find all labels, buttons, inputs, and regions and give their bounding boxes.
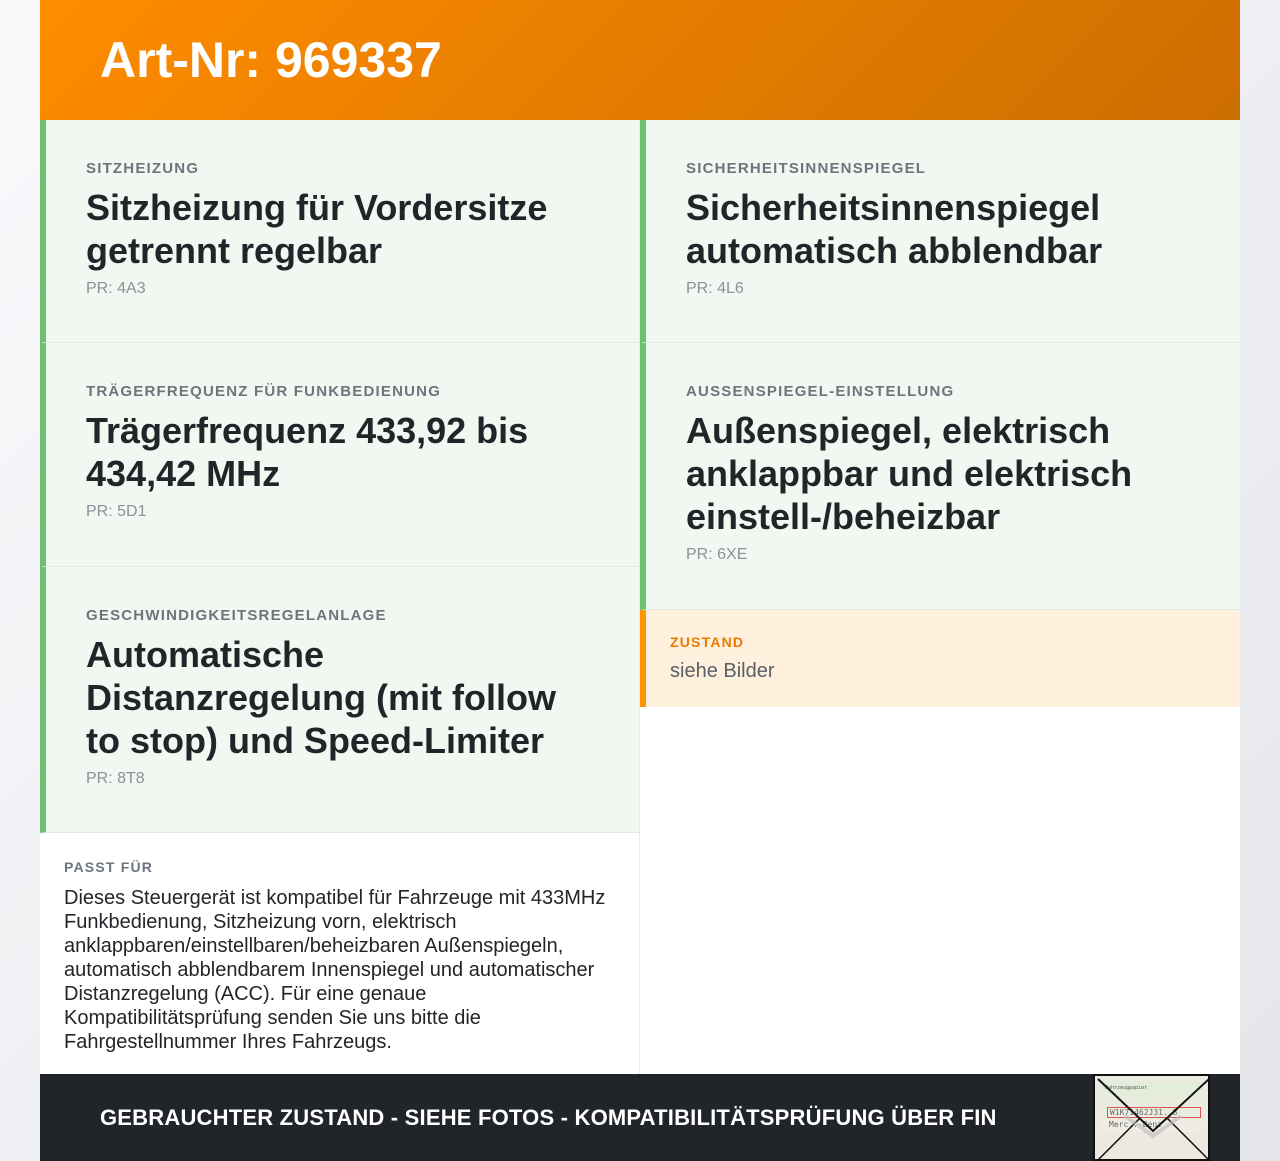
- left-column: [40, 120, 640, 1074]
- condition-box: [640, 610, 1240, 707]
- feature-label: SICHERHEITSINNENSPIEGEL: [686, 160, 927, 177]
- feature-pr-code: PR: 4A3: [86, 280, 146, 297]
- header-banner: [40, 0, 1240, 120]
- footer-bar: [40, 1074, 1240, 1161]
- product-sheet: [40, 0, 1240, 1161]
- feature-value: Sicherheitsinnenspiegel automatisch abblendbar: [686, 187, 1103, 271]
- condition-value: siehe Bilder: [670, 660, 775, 682]
- feature-grid: [40, 120, 1240, 1074]
- feature-card-traegerfrequenz: [40, 343, 639, 567]
- condition-label: ZUSTAND: [670, 634, 745, 650]
- feature-label: SITZHEIZUNG: [86, 160, 200, 177]
- feature-pr-code: PR: 4L6: [686, 280, 744, 297]
- feature-value: Trägerfrequenz 433,92 bis 434,42 MHz: [86, 410, 529, 494]
- feature-value: Automatische Distanzregelung (mit follow to stop) und Speed-Limiter: [86, 634, 557, 761]
- feature-card-sicherheitsinnenspiegel: [640, 120, 1240, 343]
- feature-pr-code: PR: 5D1: [86, 503, 147, 520]
- feature-label: AUSSENSPIEGEL-EINSTELLUNG: [686, 383, 955, 400]
- compatibility-section: [40, 833, 639, 1054]
- right-column: [640, 120, 1240, 1074]
- document-title: Fahrzeugpapier: [1105, 1085, 1148, 1091]
- footer-notice: GEBRAUCHTER ZUSTAND - SIEHE FOTOS - KOMPATIBILITÄTSPRÜFUNG ÜBER FIN: [100, 1104, 997, 1130]
- feature-card-geschwindigkeitsregelanlage: [40, 567, 639, 833]
- feature-pr-code: PR: 6XE: [686, 546, 748, 563]
- feature-label: GESCHWINDIGKEITSREGELANLAGE: [86, 607, 387, 624]
- vin-envelope-image: [1093, 1074, 1210, 1161]
- feature-pr-code: PR: 8T8: [86, 770, 145, 787]
- feature-value: Sitzheizung für Vordersitze getrennt regelbar: [86, 187, 548, 271]
- compatibility-text: Dieses Steuergerät ist kompatibel für Fahrzeuge mit 433MHz Funkbedienung, Sitzheizung vorn, elektrisch anklappbaren/einstellbaren/beheizbaren Außenspiegeln, automatisch abblendbarem Innenspiegel und automatischer Distanzregelung (ACC). Für eine genaue Kompatibilitätsprüfung senden Sie uns bitte die Fahrgestellnummer Ihres Fahrzeugs.: [64, 887, 606, 1053]
- feature-card-aussenspiegel: [640, 343, 1240, 610]
- vin-highlight: W1K71462J31..8: [1107, 1107, 1201, 1118]
- feature-value: Außenspiegel, elektrisch anklappbar und elektrisch einstell-/beheizbar: [686, 410, 1133, 537]
- article-number-title: Art-Nr: 969337: [100, 32, 442, 88]
- feature-card-sitzheizung: [40, 120, 639, 343]
- feature-label: TRÄGERFREQUENZ FÜR FUNKBEDIENUNG: [86, 383, 442, 400]
- brand-text: Merc..-Benz: [1109, 1120, 1162, 1129]
- envelope-icon: [1095, 1076, 1210, 1161]
- compatibility-label: PASST FÜR: [64, 859, 154, 875]
